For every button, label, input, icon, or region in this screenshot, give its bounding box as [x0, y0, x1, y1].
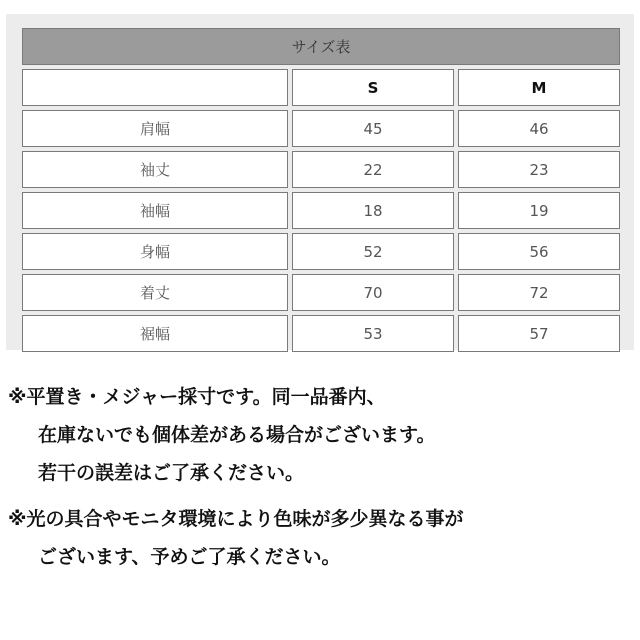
- notes-section: [8, 378, 632, 576]
- header-size-m: M: [458, 69, 620, 106]
- header-size-s: S: [292, 69, 454, 106]
- cell-m: 72: [458, 274, 620, 311]
- row-label: 着丈: [22, 274, 288, 311]
- size-table: [18, 24, 624, 356]
- table-row: [22, 274, 620, 311]
- row-label: 袖幅: [22, 192, 288, 229]
- note-line: 若干の誤差はご了承ください。: [38, 462, 305, 484]
- table-row: [22, 315, 620, 352]
- cell-s: 70: [292, 274, 454, 311]
- table-row: [22, 110, 620, 147]
- note-line: 在庫ないでも個体差がある場合がございます。: [38, 424, 436, 446]
- row-label: 裾幅: [22, 315, 288, 352]
- cell-m: 19: [458, 192, 620, 229]
- table-row: [22, 233, 620, 270]
- cell-s: 53: [292, 315, 454, 352]
- cell-m: 56: [458, 233, 620, 270]
- row-label: 肩幅: [22, 110, 288, 147]
- table-row: [22, 151, 620, 188]
- note-line: ※平置き・メジャー採寸です。同一品番内、: [8, 386, 386, 408]
- note-gap: [8, 492, 632, 500]
- header-empty-cell: [22, 69, 288, 106]
- cell-s: 52: [292, 233, 454, 270]
- table-title-row: [22, 28, 620, 65]
- note-line: ※光の具合やモニタ環境により色味が多少異なる事が: [8, 508, 464, 530]
- row-label: 袖丈: [22, 151, 288, 188]
- table-header-row: [22, 69, 620, 106]
- table-row: [22, 192, 620, 229]
- note-line: ございます、予めご了承ください。: [38, 546, 341, 568]
- cell-s: 18: [292, 192, 454, 229]
- table-title: サイズ表: [22, 28, 620, 65]
- cell-m: 46: [458, 110, 620, 147]
- row-label: 身幅: [22, 233, 288, 270]
- cell-s: 45: [292, 110, 454, 147]
- cell-m: 57: [458, 315, 620, 352]
- cell-m: 23: [458, 151, 620, 188]
- cell-s: 22: [292, 151, 454, 188]
